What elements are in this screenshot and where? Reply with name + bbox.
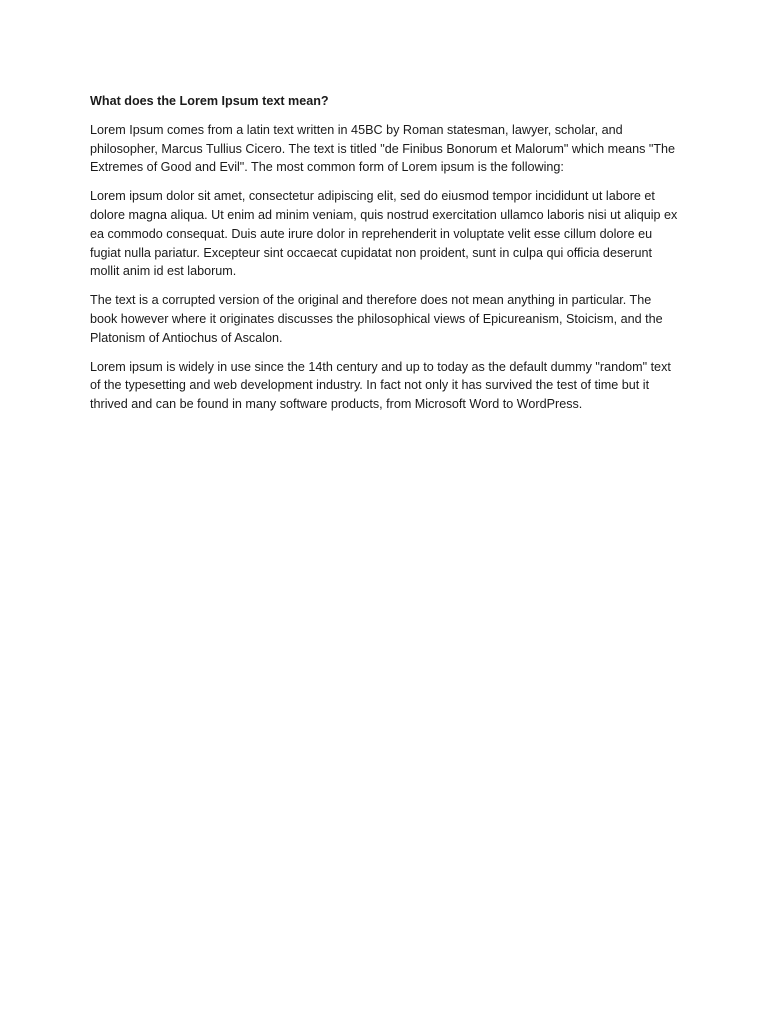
paragraph-meaning: The text is a corrupted version of the original and therefore does not mean anything in particular. The book however where it originates discusses the philosophical views of Epicureanism, Stoicism, and the Platonism of Antiochus of Ascalon. bbox=[90, 293, 663, 345]
document-heading: What does the Lorem Ipsum text mean? bbox=[90, 94, 329, 108]
document-body bbox=[90, 92, 682, 424]
paragraph-lorem-sample: Lorem ipsum dolor sit amet, consectetur adipiscing elit, sed do eiusmod tempor incididunt ut labore et dolore magna aliqua. Ut enim ad minim veniam, quis nostrud exercitation ullamco laboris nisi ut aliquip ex ea commodo consequat. Duis aute irure dolor in reprehenderit in voluptate velit esse cillum dolore eu fugiat nulla pariatur. Excepteur sint occaecat cupidatat non proident, sunt in culpa qui officia deserunt mollit anim id est laborum. bbox=[90, 189, 678, 279]
paragraph-usage: Lorem ipsum is widely in use since the 14th century and up to today as the default dummy "random" text of the typesetting and web development industry. In fact not only it has survived the test of time but it thrived and can be found in many software products, from Microsoft Word to WordPress. bbox=[90, 359, 671, 412]
paragraph-origin: Lorem Ipsum comes from a latin text written in 45BC by Roman statesman, lawyer, scholar, and philosopher, Marcus Tullius Cicero. The text is titled "de Finibus Bonorum et Malorum" which means "The Extremes of Good and Evil". The most common form of Lorem ipsum is the following: bbox=[90, 122, 676, 175]
